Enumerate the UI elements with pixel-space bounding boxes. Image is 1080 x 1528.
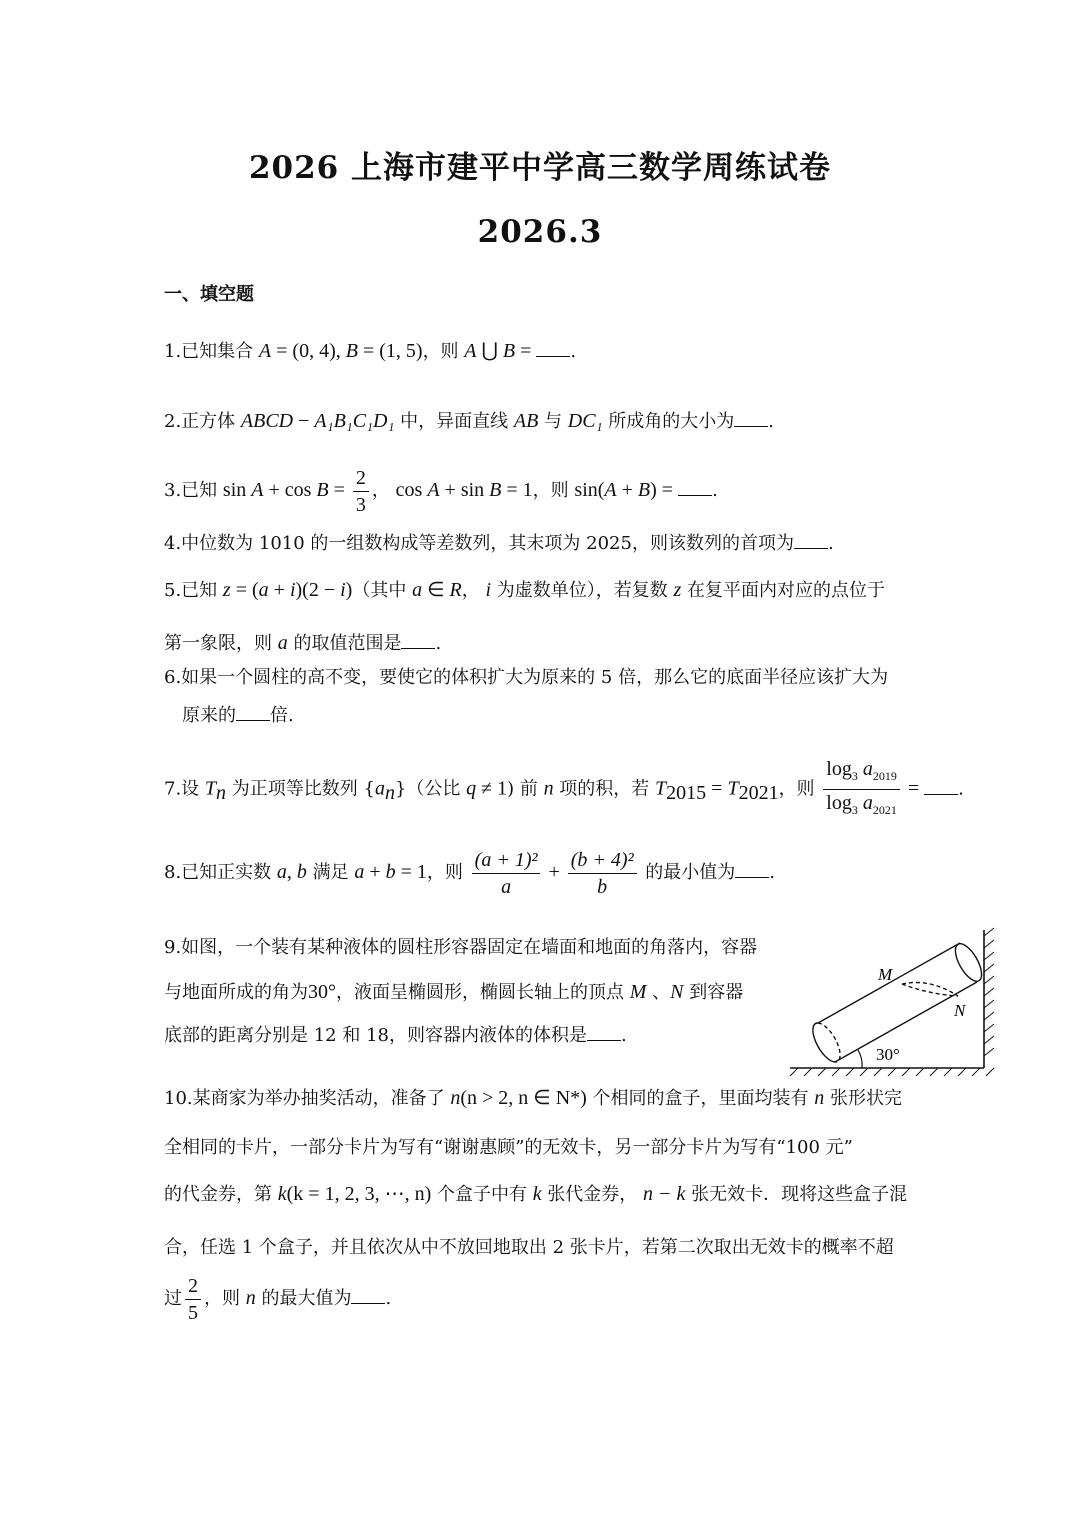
- question-9-line-2: 与地面所成的角为30°，液面呈椭圆形，椭圆长轴上的顶点 M 、N 到容器: [164, 981, 744, 1003]
- question-10-line-5: 过 $\frac{2}{5}$ ，则 n 的最大值为 .: [164, 1274, 392, 1324]
- fraction: $\frac{2}{5}$: [185, 1273, 201, 1326]
- question-10-line-2: 全相同的卡片，一部分卡片为写有“谢谢惠顾”的无效卡，另一部分卡片为写有“100 元”: [164, 1137, 853, 1158]
- point-M-label: M: [878, 965, 893, 984]
- wall-hatching: [984, 928, 994, 1056]
- answer-blank[interactable]: [734, 408, 768, 427]
- question-4: 4.中位数为 1010 的一组数构成等差数列，其末项为 2025，则该数列的首项为 .: [164, 530, 834, 556]
- section-heading: 一、填空题: [164, 284, 254, 305]
- point-N-label: N: [954, 1001, 966, 1020]
- answer-blank[interactable]: [678, 477, 712, 496]
- angle-label: 30°: [876, 1045, 900, 1064]
- question-3: 3.已知 sin A + cos B = $\frac{2}{3}$ ， cos A + sin B = 1，则 sin(A + B) = .: [164, 466, 718, 516]
- question-6-line-1: 6.如果一个圆柱的高不变，要使它的体积扩大为原来的 5 倍，那么它的底面半径应该扩大为: [164, 667, 889, 688]
- question-6-line-2: 原来的 倍.: [182, 702, 294, 728]
- question-9-line-1: 9.如图，一个装有某种液体的圆柱形容器固定在墙面和地面的角落内，容器: [164, 937, 758, 958]
- answer-blank[interactable]: [794, 530, 828, 549]
- log-fraction: $\frac{\log_3 a_{2019}}{\log_3 a_{2021}}$: [823, 756, 900, 823]
- ground-hatching: [790, 1068, 994, 1076]
- answer-blank[interactable]: [536, 338, 570, 357]
- answer-blank[interactable]: [351, 1285, 385, 1304]
- angle-arc: [858, 1050, 862, 1068]
- question-9-line-3: 底部的距离分别是 12 和 18，则容器内液体的体积是 .: [164, 1022, 627, 1048]
- exam-date: 2026.3: [477, 214, 603, 250]
- answer-blank[interactable]: [236, 702, 270, 721]
- answer-blank[interactable]: [587, 1022, 621, 1041]
- question-5-line-2: 第一象限，则 a 的取值范围是 .: [164, 632, 442, 654]
- question-1: 1.已知集合 A = (0, 4), B = (1, 5)，则 A ⋃ B = .: [164, 340, 577, 362]
- fraction: $\frac{\text{(b + 4)²}}{b}$: [568, 847, 637, 900]
- question-7: 7.设 $T_n$ 为正项等比数列 $\{a_n\}$（公比 q ≠ 1) 前 n 项的积，若 $T_{2015} = T_{2021}$，则 $\frac{\log_3 a_{2019}}{\log_3 a_{2021}}$ = .: [164, 756, 964, 823]
- fraction: $\frac{\text{(a + 1)²}}{a}$: [472, 847, 541, 900]
- answer-blank[interactable]: [735, 859, 769, 878]
- question-8: 8.已知正实数 a, b 满足 a + b = 1，则 $\frac{\text{(a + 1)²}}{a}$ + $\frac{\text{(b + 4)²}}{b}$ 的最小值为 .: [164, 848, 776, 898]
- exam-title: 2026 上海市建平中学高三数学周练试卷: [248, 150, 832, 186]
- answer-blank[interactable]: [924, 776, 958, 795]
- question-5-line-1: 5.已知 z = (a + i)(2 − i)（其中 a ∈ R， i 为虚数单位），若复数 z 在复平面内对应的点位于: [164, 579, 885, 601]
- cylinder-diagram: [788, 926, 1000, 1076]
- answer-blank[interactable]: [401, 630, 435, 649]
- question-10-line-1: 10.某商家为举办抽奖活动，准备了 n(n > 2, n ∈ N*) 个相同的盒子，里面均装有 n 张形状完: [164, 1087, 903, 1109]
- question-10-line-3: 的代金券，第 k(k = 1, 2, 3, ⋯, n) 个盒子中有 k 张代金券， n − k 张无效卡．现将这些盒子混: [164, 1183, 908, 1205]
- question-10-line-4: 合，任选 1 个盒子，并且依次从中不放回地取出 2 张卡片，若第二次取出无效卡的概率不超: [164, 1237, 894, 1258]
- fraction: $\frac{2}{3}$: [353, 465, 369, 518]
- question-2: 2.正方体 ABCD − A₁B₁C₁D₁ 中，异面直线 AB 与 DC₁ 所成角的大小为 .: [164, 410, 774, 432]
